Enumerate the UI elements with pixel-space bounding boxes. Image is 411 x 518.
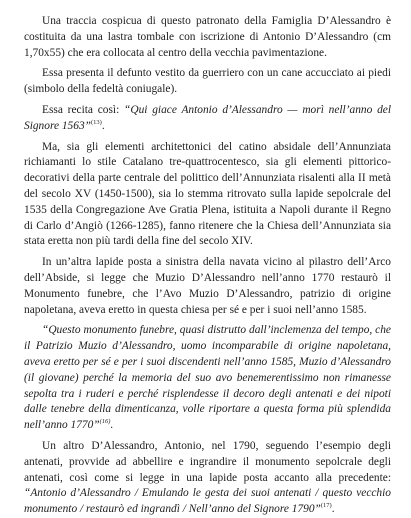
inscription-quote: “Antonio d’Alessandro / Emulando le gesta dei suoi antenati / questo vecchio monumento / restaurò ed ingrandì / Nell’anno del Signore 1790”	[24, 487, 391, 516]
footnote-ref: (17)	[320, 502, 332, 510]
paragraph-lapide-muzio	[24, 255, 391, 318]
inscription-quote: “Qui giace Antonio d’Alessandro — morì nell’anno del Signore 1563”	[24, 103, 391, 132]
paragraph-lastra-tombale	[24, 14, 391, 61]
paragraph-text: Ma, sia gli elementi architettonici del catino absidale dell’Annunziata richiamanti lo stile Catalano tre-quattrocentesco, sia gli elementi pittorico-decorativi della parte centrale del polittico dell’Annunziata risalenti alla II metà del secolo XV (1450-1500), sia lo stemma ritrovato sulla lapide sepolcrale del 1535 della Congregazione Ave Gratia Plena, istituita a Napoli durante il Regno di Carlo d’Angiò (1266-1285), fanno ritenere che la Chiesa dell’Annunziata sia stata eretta non più tardi della fine del secolo XIV.	[24, 140, 391, 248]
paragraph-antonio-1790	[24, 439, 391, 518]
paragraph-architettura	[24, 140, 391, 251]
paragraph-punct: .	[331, 503, 335, 516]
paragraph-text: Un altro D’Alessandro, Antonio, nel 1790, seguendo l’esempio degli antenati, provvide ad abbellire e ingrandire il monumento sepolcrale degli antenati, così come si legge in una lapide posta accanto alla precedente:	[24, 439, 391, 484]
paragraph-iscrizione	[24, 103, 391, 135]
footnote-ref: (16)	[99, 418, 111, 426]
paragraph-text: In un’altra lapide posta a sinistra della navata vicino al pilastro dell’Arco dell’Abside, si legge che Muzio D’Alessandro nell’anno 1770 restaurò il Monumento funebre, che l’Avo Muzio D’Alessandro, patrizio di origine napoletana, aveva eretto in questa chiesa per sé e per i suoi nell’anno 1585.	[24, 256, 391, 316]
paragraph-text: Una traccia cospicua di questo patronato della Famiglia D’Alessandro è costituita da una lastra tombale con iscrizione di Antonio D’Alessandro (cm 1,70x55) che era collocata al centro della vecchia pavimentazione.	[24, 15, 391, 59]
paragraph-punct: .	[110, 419, 114, 432]
paragraph-text: Essa presenta il defunto vestito da guerriero con un cane accucciato ai piedi (simbolo della fedeltà coniugale).	[24, 67, 391, 96]
paragraph-text: Essa recita così:	[42, 103, 125, 116]
paragraph-defunto	[24, 66, 391, 98]
quote-monumento-funebre	[24, 323, 391, 434]
quote-text: “Questo monumento funebre, quasi distrutto dall’inclemenza del tempo, che il Patrizio Muzio d’Alessandro, uomo incomparabile di origine napoletana, aveva eretto per sé e per i suoi discendenti nell’anno 1585, Muzio d’Alessandro (il giovane) perché la memoria del suo avo benemerentissimo non rimanesse sepolta tra i ruderi e perché risplendesse il decoro degli antenati e dei nipoti dalle tenebre della dimenticanza, volle riportare a questa forma più splendida nell’anno 1770”	[24, 324, 391, 432]
paragraph-punct: .	[101, 119, 105, 132]
footnote-ref: (13)	[90, 118, 102, 126]
